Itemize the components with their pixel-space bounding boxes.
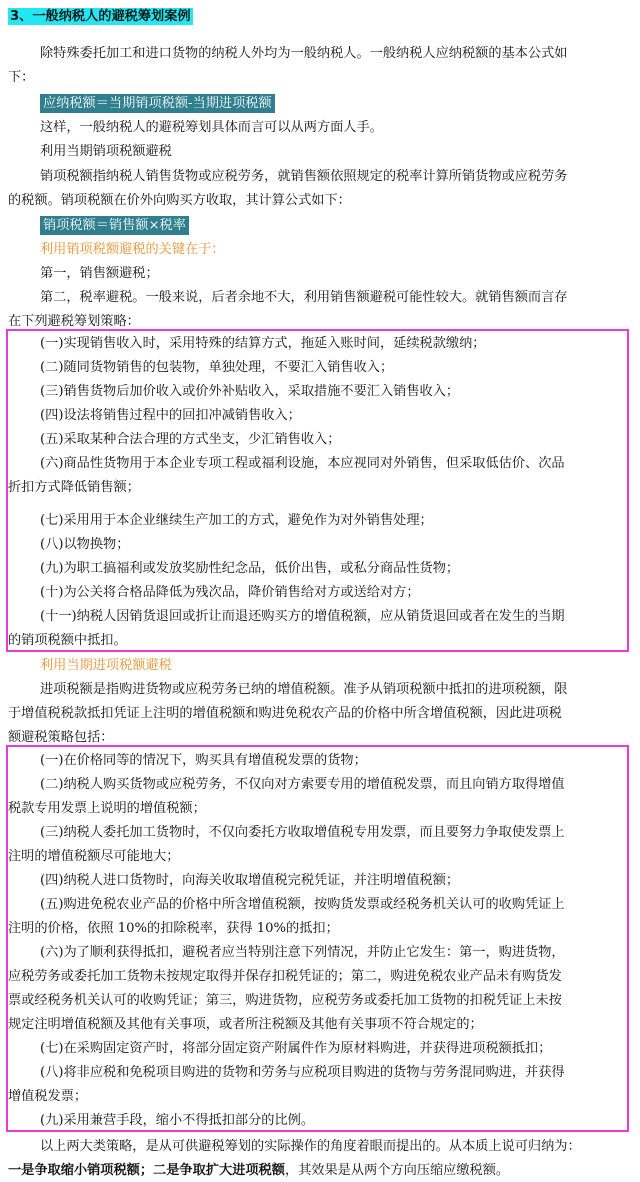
sales-strategy-item: (八)以物换物； [40, 537, 130, 552]
input-strategy-item-cont: 注明的价格，依照 10%的扣除税率，获得 10%的抵扣； [8, 921, 339, 936]
intro-line-4: 利用当期销项税额避税 [40, 144, 172, 159]
input-strategy-item: (四)纳税人进口货物时，向海关收取增值税完税凭证，并注明增值税额； [40, 873, 460, 888]
input-strategy-item: (二)纳税人购买货物或应税劳务，不仅向对方索要专用的增值税发票，而且向销方取得增值 [40, 777, 565, 792]
input-section-line-3: 额避税策略包括： [8, 730, 114, 745]
section-heading: 3、一般纳税人的避税筹划案例 [10, 9, 191, 24]
input-strategy-item: (六)为了顺利获得抵扣，避税者应当特别注意下列情况，并防止它发生：第一，购进货物， [40, 945, 565, 960]
conclusion-tail: ，其效果是从两个方向压缩应缴税额。 [284, 1163, 510, 1178]
sales-strategy-item: (一)实现销售收入时，采用特殊的结算方式，拖延入账时间，延续税款缴纳； [40, 336, 486, 351]
first-point: 第一，销售额避税； [40, 266, 159, 281]
sales-strategy-item-cont: 的销项税额中抵扣。 [8, 633, 127, 648]
intro-line-2: 下： [8, 70, 35, 85]
key-point-heading: 利用销项税额避税的关键在于： [40, 242, 225, 257]
formula-1: 应纳税额＝当期销项税额-当期进项税额 [40, 94, 275, 113]
sales-strategy-item: (五)采取某种合法合理的方式坐支，少汇销售收入； [40, 432, 341, 447]
input-strategy-item-cont: 应税劳务或委托加工货物未按规定取得并保存扣税凭证的；第二，购进免税农业产品未有购货发 [8, 969, 562, 984]
intro-line-3: 这样，一般纳税人的避税筹划具体而言可以从两方面人手。 [40, 120, 383, 135]
input-strategy-item: (八)将非应税和免税项目购进的货物和劳务与应税项目购进的货物与劳务混同购进，并获得 [40, 1065, 565, 1080]
input-strategy-item: (五)购进免税农业产品的价格中所含增值税额，按购货发票或经税务机关认可的收购凭证上 [40, 897, 565, 912]
input-strategy-item: (一)在价格同等的情况下，购买具有增值税发票的货物； [40, 753, 367, 768]
input-strategy-item: (三)纳税人委托加工货物时，不仅向委托方收取增值税专用发票，而且要努力争取使发票上 [40, 825, 565, 840]
sales-strategy-item-cont: 折扣方式降低销售额； [8, 480, 140, 495]
sales-strategy-item: (二)随同货物销售的包装物，单独处理，不要汇入销售收入； [40, 360, 394, 375]
intro-line-6: 的税额。销项税额在价外向购买方收取，其计算公式如下： [8, 193, 351, 208]
sales-strategy-item: (四)设法将销售过程中的回扣冲减销售收入； [40, 408, 301, 423]
intro-line-5: 销项税额指纳税人销售货物或应税劳务，就销售额依照规定的税率计算所销货物或应税劳务 [40, 169, 568, 184]
sales-strategy-item: (七)采用用于本企业继续生产加工的方式，避免作为对外销售处理； [40, 513, 433, 528]
sales-strategy-item: (六)商品性货物用于本企业专项工程或福利设施，本应视同对外销售，但采取低估价、次品 [40, 456, 565, 471]
heading-line [8, 6, 632, 28]
input-strategy-item: (七)在采购固定资产时，将部分固定资产附属件作为原材料购进，并获得进项税额抵扣； [40, 1041, 552, 1056]
input-strategy-item-cont: 规定注明增值税额及其他有关事项，或者所注税额及其他有关事项不符合规定的； [8, 1017, 483, 1032]
formula-2-line [40, 215, 632, 237]
input-strategy-item-cont: 增值税发票； [8, 1089, 88, 1104]
conclusion-line-2 [8, 1160, 632, 1182]
conclusion-line-1: 以上两大类策略，是从可供避税筹划的实际操作的角度着眼而提出的。从本质上说可归纳为： [40, 1139, 581, 1154]
input-section-line-1: 进项税额是指购进货物或应税劳务已纳的增值税额。准予从销项税额中抵扣的进项税额，限 [40, 682, 568, 697]
sales-strategy-item: (三)销售货物后加价收入或价外补贴收入，采取措施不要汇入销售收入； [40, 384, 460, 399]
sales-strategy-item: (十)为公关将合格品降低为残次品，降价销售给对方或送给对方； [40, 585, 420, 600]
input-section-title: 利用当期进项税额避税 [40, 658, 172, 673]
input-strategy-item-cont: 税款专用发票上说明的增值税额； [8, 801, 206, 816]
intro-line-1: 除特殊委托加工和进口货物的纳税人外均为一般纳税人。一般纳税人应纳税额的基本公式如 [40, 46, 568, 61]
input-section-line-2: 于增值税税款抵扣凭证上注明的增值税额和购进免税农产品的价格中所含增值税额，因此进项税 [8, 706, 562, 721]
input-strategy-item: (九)采用兼营手段，缩小不得抵扣部分的比例。 [40, 1113, 315, 1128]
formula-1-line [40, 93, 632, 115]
second-point-line-1: 第二，税率避税。一般来说，后者余地不大，利用销售额避税可能性较大。就销售额而言存 [40, 290, 568, 305]
second-point-line-2: 在下列避税筹划策略： [8, 314, 140, 329]
formula-2: 销项税额＝销售额×税率 [40, 216, 189, 235]
sales-strategy-item: (十一)纳税人因销货退回或折让而退还购买方的增值税额，应从销货退回或者在发生的当期 [40, 609, 565, 624]
input-strategy-item-cont: 票或经税务机关认可的收购凭证；第三，购进货物，应税劳务或委托加工货物的扣税凭证上未按 [8, 993, 562, 1008]
input-strategy-item-cont: 注明的增值税额尽可能地大； [8, 849, 180, 864]
sales-strategy-item: (九)为职工搞福利或发放奖励性纪念品，低价出售，或私分商品性货物； [40, 561, 460, 576]
conclusion-bold: 一是争取缩小销项税额；二是争取扩大进项税额 [8, 1163, 285, 1178]
